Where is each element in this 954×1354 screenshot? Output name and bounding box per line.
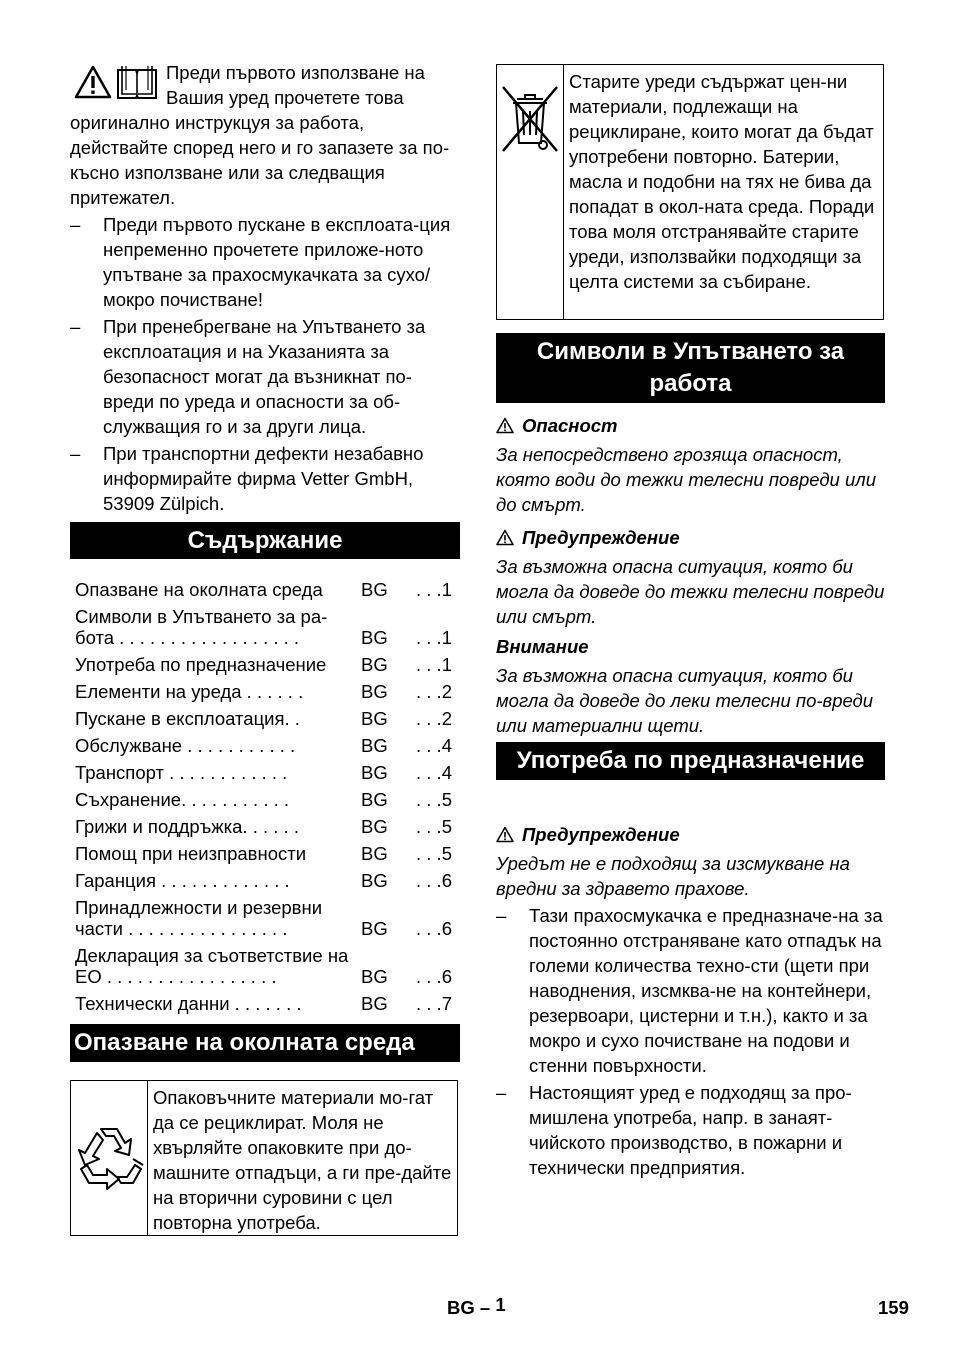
intro-icons: [74, 64, 158, 100]
caution-title: Внимание: [496, 636, 589, 657]
toc-row[interactable]: Пускане в експлоатация. . BG . . .2: [75, 708, 452, 729]
toc-row[interactable]: Обслужване . . . . . . . . . . . BG . . .4: [75, 735, 452, 756]
warning-text: За възможна опасна ситуация, която би могла да доведе до тежки телесни повреди или смърт.: [496, 556, 885, 627]
list-item: – Настоящият уред е подходящ за про-мишлена употреба, напр. в занаят-чийското производство, в пожарни и технически предприятия.: [496, 1080, 886, 1180]
danger-title: Опасност: [496, 413, 886, 438]
intended-use-list: [496, 903, 886, 1180]
recycle-text: Опаковъчните материали мо-гат да се рециклират. Моля не хвърляйте опаковките при до-машните отпадъци, а ги пре-дайте на вторични суровини с цел повторна употреба.: [153, 1087, 452, 1233]
intended-use-section: [496, 822, 886, 1180]
recycle-icon: [71, 1121, 147, 1195]
waste-text: Старите уреди съдържат цен-ни материали, подлежащи на рециклиране, които могат да бъдат употребени повторно. Батерии, масла и подобни на тях не бива да попадат в окол-ната среда. Поради това моля отстранявайте старите уреди, използвайки подходящи за целта системи за събиране.: [569, 71, 875, 292]
list-item: – Преди първото пускане в експлоата-ция непременно прочетете приложе-ното упътване за прахосмукачката за сухо/мокро почистване!: [70, 212, 462, 312]
toc-row[interactable]: Транспорт . . . . . . . . . . . . BG . . .4: [75, 762, 452, 783]
symbols-heading: Символи в Упътването за работа: [496, 333, 885, 403]
intro-paragraph: Преди първото използване на Вашия уред прочетете това оригинално инструкцуя за работа, действайте според него и го запазете за по-късно използване или за следващия притежател.: [70, 62, 450, 208]
recycle-box: [70, 1080, 458, 1236]
table-of-contents: [70, 578, 462, 1014]
toc-row[interactable]: Елементи на уреда . . . . . . BG . . .2: [75, 681, 452, 702]
crossed-bin-icon: [497, 81, 563, 157]
danger-text: За непосредствено грозяща опасност, която води до тежки телесни повреди или до смърт.: [496, 444, 876, 515]
warning-title: Предупреждение: [496, 525, 886, 550]
caution-text: За възможна опасна ситуация, която би могла да доведе до леки телесни по-вреди или материални щети.: [496, 665, 874, 736]
environment-heading: Опазване на околната среда: [70, 1024, 460, 1062]
toc-row[interactable]: Грижи и поддръжка. . . . . . BG . . .5: [75, 816, 452, 837]
warning-triangle-icon: [496, 826, 514, 843]
manual-book-icon: [116, 64, 158, 100]
intro-section: [70, 60, 462, 516]
toc-row[interactable]: Опазване на околната среда BG . . .1: [75, 579, 452, 600]
recycle-icon-cell: [71, 1081, 148, 1235]
toc-row[interactable]: Символи в Упътването за ра-бота . . . . . . . . . . . . . . . . . . BG . . .1: [75, 606, 452, 648]
toc-row[interactable]: Принадлежности и резервни части . . . . . . . . . . . . . . . . BG . . .6: [75, 897, 452, 939]
list-item: – Тази прахосмукачка е предназначе-на за постоянно отстраняване като отпадък на големи количества техно-сти (щети при наводнения, изсмква-не на контейнери, резервоари, цистерни и т.н.), както и за мокро и сухо почистване на подови и стенни повърхности.: [496, 903, 886, 1078]
warning-triangle-icon: [74, 64, 112, 100]
footer-page-label: BG – 1: [447, 1294, 506, 1318]
waste-box: [496, 64, 884, 320]
list-item: – При пренебрегване на Упътването за експлоатация и на Указанията за безопасност могат да възникнат по-вреди по уреда и опасности за об-служващия го и за други лица.: [70, 314, 462, 439]
intro-list: [70, 212, 462, 516]
toc-row[interactable]: Технически данни . . . . . . . BG . . .7: [75, 993, 452, 1014]
toc-row[interactable]: Помощ при неизправности BG . . .5: [75, 843, 452, 864]
toc-row[interactable]: Гаранция . . . . . . . . . . . . . BG . . .6: [75, 870, 452, 891]
intended-use-warning-title: Предупреждение: [496, 822, 886, 847]
toc-row[interactable]: Употреба по предназначение BG . . .1: [75, 654, 452, 675]
toc-row[interactable]: Декларация за съответствие на ЕО . . . . . . . . . . . . . . . . . BG . . .6: [75, 945, 452, 987]
list-item: – При транспортни дефекти незабавно информирайте фирма Vetter GmbH, 53909 Zülpich.: [70, 441, 462, 516]
toc-heading: Съдържание: [70, 522, 460, 559]
waste-icon-cell: [497, 65, 564, 319]
symbols-section: [496, 413, 886, 738]
toc-row[interactable]: Съхранение. . . . . . . . . . . BG . . .5: [75, 789, 452, 810]
warning-triangle-icon: [496, 417, 514, 434]
intended-use-warning-text: Уредът не е подходящ за изсмукване на вредни за здравето прахове.: [496, 853, 850, 899]
warning-triangle-icon: [496, 529, 514, 546]
intended-use-heading: Употреба по предназначение: [496, 742, 885, 780]
page-number: 159: [878, 1297, 909, 1318]
